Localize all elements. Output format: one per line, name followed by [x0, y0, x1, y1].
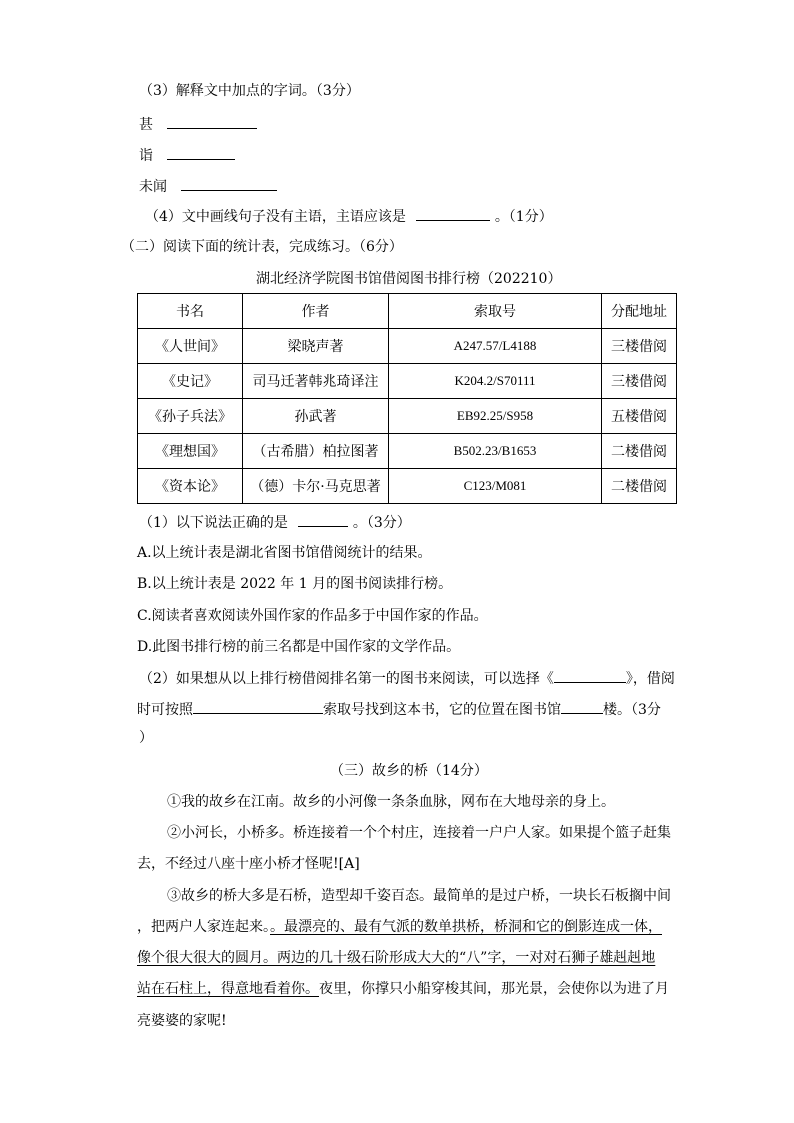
s2-q1-stem: [139, 512, 411, 533]
q3-word-2-text: 诣: [139, 148, 153, 164]
q3-word-1: [139, 114, 257, 135]
paragraph-2-line-2: 去，不经过八座十座小桥才怪呢![A]: [137, 856, 360, 872]
q3-word-3-text: 未闻: [139, 179, 167, 195]
option-c: C.阅读者喜欢阅读外国作家的作品多于中国作家的作品。: [137, 608, 488, 624]
paragraph-3-plain: ，把两户人家连起来。: [137, 919, 270, 935]
q3-word-3: [139, 176, 277, 197]
option-b: B.以上统计表是 2022 年 1 月的图书阅读排行榜。: [137, 576, 453, 592]
table-row: [138, 399, 677, 434]
table-row: [138, 469, 677, 504]
table-header-row: [138, 294, 677, 329]
header-title: 书名: [138, 294, 243, 329]
paragraph-3-line-4: [137, 979, 669, 999]
answer-blank[interactable]: [167, 114, 257, 129]
answer-blank[interactable]: [193, 699, 323, 714]
s2-q2-part5: 楼。（3分: [603, 702, 661, 718]
cell-call-number: A247.57/L4188: [389, 329, 602, 364]
cell-call-number: B502.23/B1653: [389, 434, 602, 469]
paragraph-3-line-3: 像个很大很大的圆月。两边的几十级石阶形成大大的“八”字，一对对石狮子雄赳赳地: [137, 950, 656, 966]
option-a: A.以上统计表是湖北省图书馆借阅统计的结果。: [137, 545, 432, 561]
table-row: [138, 364, 677, 399]
cell-location: 五楼借阅: [602, 399, 677, 434]
underlined-sentence: 。最漂亮的、最有气派的数单拱桥，桥洞和它的倒影连成一体，: [270, 919, 662, 935]
s2-q2-line1: [139, 668, 675, 689]
paragraph-1: ①我的故乡在江南。故乡的小河像一条条血脉，网布在大地母亲的身上。: [167, 794, 615, 810]
paragraph-3-line-1: ③故乡的桥大多是石桥，造型却千姿百态。最简单的是过户桥，一块长石板搁中间: [167, 888, 671, 904]
paragraph-3-line-2: [137, 917, 662, 937]
cell-author: 梁晓声著: [243, 329, 389, 364]
table-row: [138, 434, 677, 469]
section3-title: （三）故乡的桥（14分）: [330, 763, 488, 779]
header-call-number: 索取号: [389, 294, 602, 329]
s2-q2-part2: 》，借阅: [625, 671, 675, 687]
cell-author: （古希腊）柏拉图著: [243, 434, 389, 469]
answer-blank[interactable]: [554, 668, 626, 683]
option-d: D.此图书排行榜的前三名都是中国作家的文学作品。: [137, 639, 461, 655]
q3-word-1-text: 甚: [139, 117, 153, 133]
table-row: [138, 329, 677, 364]
answer-blank[interactable]: [416, 206, 490, 221]
cell-call-number: EB92.25/S958: [389, 399, 602, 434]
s2-q2-part1: （2）如果想从以上排行榜借阅排名第一的图书来阅读，可以选择《: [139, 671, 554, 687]
answer-blank[interactable]: [181, 176, 277, 191]
cell-location: 三楼借阅: [602, 329, 677, 364]
cell-location: 二楼借阅: [602, 434, 677, 469]
q4-line: [145, 206, 553, 227]
underlined-sentence-end: 站在石柱上，得意地看着你。: [137, 981, 319, 997]
cell-title: 《孙子兵法》: [138, 399, 243, 434]
q4-after: 。（1分）: [494, 209, 553, 225]
answer-blank[interactable]: [167, 145, 235, 160]
header-location: 分配地址: [602, 294, 677, 329]
cell-author: （德）卡尔·马克思著: [243, 469, 389, 504]
cell-call-number: K204.2/S70111: [389, 364, 602, 399]
section2-heading: （二）阅读下面的统计表，完成练习。（6分）: [121, 239, 403, 255]
cell-location: 三楼借阅: [602, 364, 677, 399]
paragraph-3-line-5: 亮婆婆的家呢!: [137, 1013, 227, 1029]
s2-q2-part3: 时可按照: [137, 702, 193, 718]
paragraph-2-line-1: ②小河长，小桥多。桥连接着一个个村庄，连接着一户户人家。如果提个篮子赶集: [167, 825, 671, 841]
cell-title: 《理想国》: [138, 434, 243, 469]
s2-q1-before: （1）以下说法正确的是: [139, 515, 288, 531]
cell-title: 《人世间》: [138, 329, 243, 364]
q3-label: （3）解释文中加点的字词。（3分）: [139, 83, 360, 99]
cell-location: 二楼借阅: [602, 469, 677, 504]
s2-q2-part4: 索取号找到这本书，它的位置在图书馆: [323, 702, 561, 718]
q4-before: （4）文中画线句子没有主语，主语应该是: [145, 209, 406, 225]
ranking-table: [137, 293, 677, 504]
cell-call-number: C123/M081: [389, 469, 602, 504]
s2-q2-part6: ）: [139, 730, 153, 746]
cell-author: 司马迁著韩兆琦译注: [243, 364, 389, 399]
cell-title: 《史记》: [138, 364, 243, 399]
s2-q1-after: 。（3分）: [352, 515, 411, 531]
cell-author: 孙武著: [243, 399, 389, 434]
paragraph-3-tail: 夜里，你撑只小船穿梭其间，那光景，会使你以为进了月: [319, 981, 669, 997]
table-title: 湖北经济学院图书馆借阅图书排行榜（202210）: [256, 271, 562, 287]
header-author: 作者: [243, 294, 389, 329]
answer-blank[interactable]: [298, 512, 348, 527]
q3-word-2: [139, 145, 235, 166]
cell-title: 《资本论》: [138, 469, 243, 504]
s2-q2-line2: [137, 699, 661, 720]
answer-blank[interactable]: [561, 699, 603, 714]
